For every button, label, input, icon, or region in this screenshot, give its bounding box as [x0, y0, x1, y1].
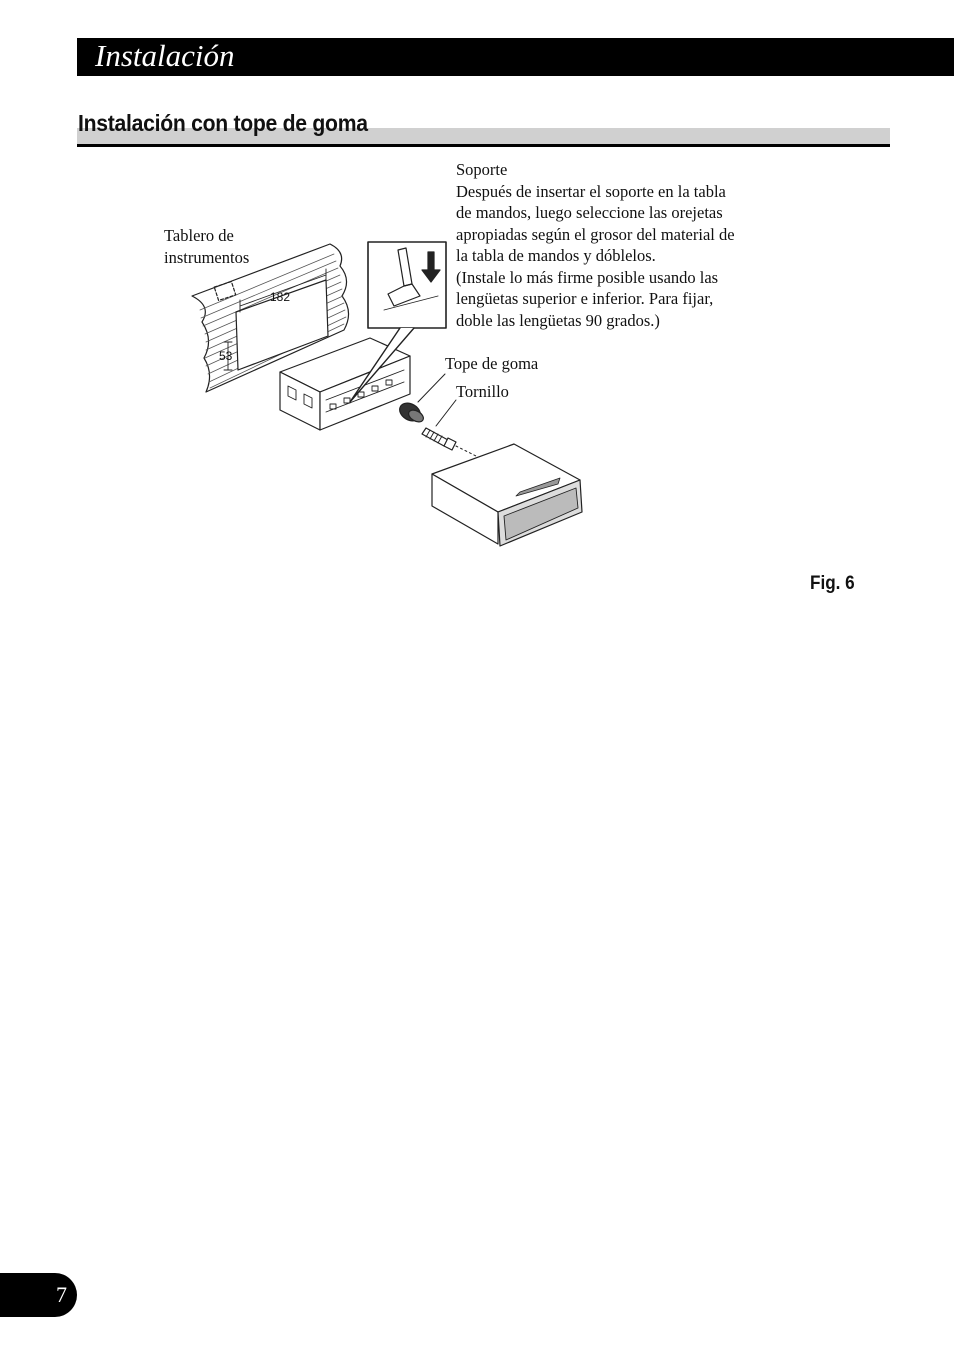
dashboard-label-line: instrumentos	[164, 247, 250, 267]
figure-caption: Fig. 6	[810, 573, 855, 594]
installation-illustration	[0, 0, 954, 620]
page-number: 7	[56, 1282, 67, 1307]
rubber-bush-label: Tope de goma	[445, 354, 539, 373]
holder-label-line: apropiadas según el grosor del material de	[456, 224, 735, 244]
holder-label-line: de mandos, luego seleccione las orejetas	[456, 203, 723, 222]
holder-label-line: Después de insertar el soporte en la tabla	[456, 181, 726, 201]
dashboard-label-line: Tablero de	[164, 226, 234, 245]
screw	[422, 400, 484, 460]
holder-label-line: doble las lengüetas 90 grados.)	[456, 310, 660, 330]
page-number-tab	[0, 1273, 77, 1317]
head-unit	[432, 444, 582, 546]
chapter-title: Instalación	[95, 38, 235, 73]
holder-label-line: Soporte	[456, 160, 508, 179]
holder-label-line: (Instale lo más firme posible usando las	[456, 267, 719, 287]
screw-label: Tornillo	[456, 382, 509, 401]
section-title: Instalación con tope de goma	[78, 110, 368, 136]
width-dimension: 182	[270, 290, 291, 304]
height-dimension: 53	[219, 349, 233, 363]
holder-label-line: lengüetas superior e inferior. Para fijar,	[456, 289, 714, 308]
holder-label-line: la tabla de mandos y dóblelos.	[456, 246, 656, 265]
